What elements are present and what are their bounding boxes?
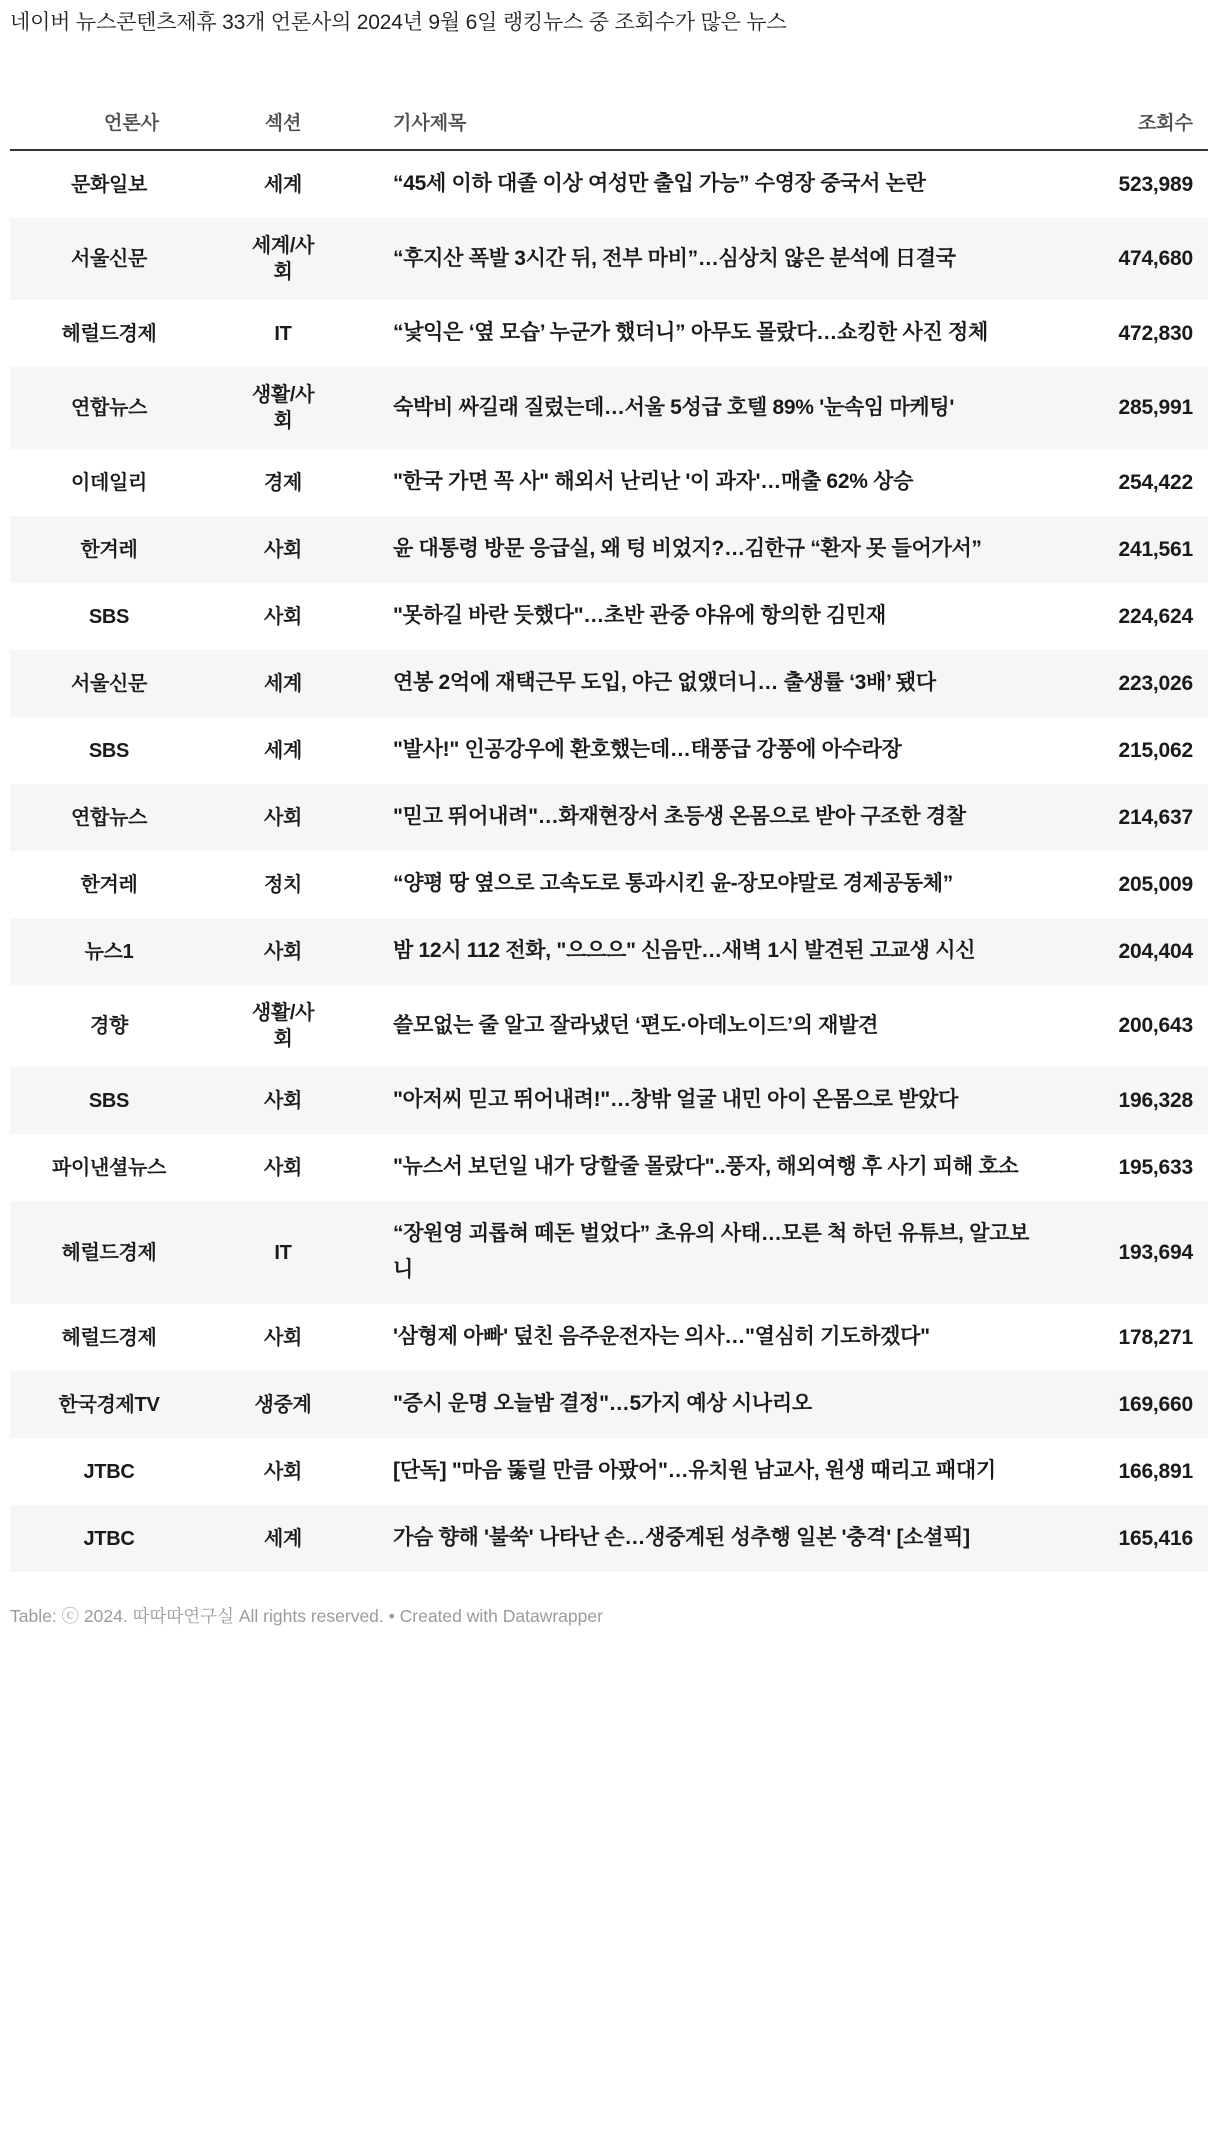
press-cell: 한겨레 xyxy=(80,538,138,561)
headline-cell: "한국 가면 꼭 사" 해외서 난리난 '이 과자'…매출 62% 상승 xyxy=(393,470,914,493)
table-row xyxy=(10,1304,1208,1371)
section-cell: 생활/사회 xyxy=(251,1002,315,1050)
press-cell: 연합뉴스 xyxy=(70,806,148,829)
views-cell: 204,404 xyxy=(1118,939,1193,963)
headline-cell: "믿고 뛰어내려"…화재현장서 초등생 온몸으로 받아 구조한 경찰 xyxy=(393,805,966,828)
table-row xyxy=(10,1134,1208,1201)
table-row xyxy=(10,717,1208,784)
headline-cell: 쓸모없는 줄 알고 잘라냈던 ‘편도·아데노이드’의 재발견 xyxy=(393,1013,879,1037)
column-header-views: 조회수 xyxy=(1048,38,1208,150)
views-cell: 200,643 xyxy=(1118,1014,1193,1037)
headline-cell: "못하길 바란 듯했다"…초반 관중 야유에 항의한 김민재 xyxy=(393,604,886,627)
table-row xyxy=(10,516,1208,583)
section-cell: IT xyxy=(274,322,292,345)
page-title: 네이버 뉴스콘텐츠제휴 33개 언론사의 2024년 9월 6일 랭킹뉴스 중 조회수가 많은 뉴스 xyxy=(10,11,787,34)
headline-cell: "발사!" 인공강우에 환호했는데…태풍급 강풍에 아수라장 xyxy=(393,738,902,761)
press-cell: 문화일보 xyxy=(70,173,148,196)
section-cell: 사회 xyxy=(263,1156,303,1179)
views-cell: 523,989 xyxy=(1118,172,1193,196)
press-cell: 경향 xyxy=(89,1015,129,1037)
press-cell: SBS xyxy=(88,605,130,628)
press-cell: JTBC xyxy=(83,1527,135,1550)
table-row xyxy=(10,1371,1208,1438)
section-cell: 세계 xyxy=(263,672,303,695)
press-cell: SBS xyxy=(88,1089,130,1112)
headline-cell: 숙박비 싸길래 질렀는데…서울 5성급 호텔 89% '눈속임 마케팅' xyxy=(393,395,955,419)
headline-cell: '삼형제 아빠' 덮친 음주운전자는 의사…"열심히 기도하겠다" xyxy=(393,1325,930,1348)
section-cell: 사회 xyxy=(263,1326,303,1349)
column-header-section: 섹션 xyxy=(208,38,358,150)
views-cell: 223,026 xyxy=(1118,671,1193,695)
views-cell: 241,561 xyxy=(1118,537,1193,561)
headline-cell: 밤 12시 112 전화, "으으으" 신음만…새벽 1시 발견된 고교생 시신 xyxy=(393,939,976,962)
column-header-headline: 기사제목 xyxy=(358,38,1048,150)
headline-cell: "아저씨 믿고 뛰어내려!"…창밖 얼굴 내민 아이 온몸으로 받았다 xyxy=(393,1088,959,1111)
press-cell: 헤럴드경제 xyxy=(61,1326,157,1349)
section-cell: 사회 xyxy=(263,538,303,561)
headline-cell: “양평 땅 옆으로 고속도로 통과시킨 윤-장모야말로 경제공동체” xyxy=(393,872,953,895)
section-cell: 세계/사회 xyxy=(251,235,315,283)
table-row xyxy=(10,449,1208,516)
headline-cell: “후지산 폭발 3시간 뒤, 전부 마비”…심상치 않은 분석에 日결국 xyxy=(393,246,956,270)
views-cell: 285,991 xyxy=(1118,396,1193,419)
headline-cell: 가슴 향해 '불쑥' 나타난 손…생중계된 성추행 일본 '충격' [소셜픽] xyxy=(393,1526,970,1549)
headline-cell: "뉴스서 보던일 내가 당할줄 몰랐다"..풍자, 해외여행 후 사기 피해 호소 xyxy=(393,1155,1019,1178)
press-cell: 한겨레 xyxy=(80,873,138,896)
views-cell: 169,660 xyxy=(1118,1392,1193,1416)
table-body xyxy=(10,150,1208,1572)
table-row xyxy=(10,583,1208,650)
press-cell: 서울신문 xyxy=(70,248,148,270)
section-cell: 세계 xyxy=(263,739,303,762)
views-cell: 254,422 xyxy=(1118,470,1193,494)
views-cell: 215,062 xyxy=(1118,738,1193,762)
views-cell: 195,633 xyxy=(1118,1155,1193,1179)
views-cell: 196,328 xyxy=(1118,1088,1193,1112)
section-cell: 생활/사회 xyxy=(251,384,315,432)
press-cell: 한국경제TV xyxy=(58,1393,160,1416)
section-cell: 사회 xyxy=(263,1460,303,1483)
table-row xyxy=(10,367,1208,449)
press-cell: 헤럴드경제 xyxy=(61,1241,157,1264)
section-cell: IT xyxy=(274,1241,292,1264)
views-cell: 224,624 xyxy=(1118,604,1193,628)
section-cell: 경제 xyxy=(263,471,303,494)
section-cell: 사회 xyxy=(263,940,303,963)
table-row xyxy=(10,784,1208,851)
views-cell: 166,891 xyxy=(1118,1459,1193,1483)
table-row xyxy=(10,1201,1208,1304)
table-row xyxy=(10,218,1208,300)
headline-cell: “낯익은 ‘옆 모습’ 누군가 했더니” 아무도 몰랐다…쇼킹한 사진 정체 xyxy=(393,321,988,344)
views-cell: 205,009 xyxy=(1118,872,1193,896)
headline-cell: "증시 운명 오늘밤 결정"…5가지 예상 시나리오 xyxy=(393,1392,812,1415)
headline-cell: 연봉 2억에 재택근무 도입, 야근 없앴더니… 출생률 ‘3배’ 됐다 xyxy=(393,671,936,694)
headline-cell: “장원영 괴롭혀 떼돈 벌었다” 초유의 사태…모른 척 하던 유튜브, 알고보니 xyxy=(393,1222,1030,1281)
views-cell: 193,694 xyxy=(1118,1240,1193,1264)
views-cell: 214,637 xyxy=(1118,805,1193,829)
press-cell: 이데일리 xyxy=(70,471,148,494)
table-row xyxy=(10,1067,1208,1134)
table-row xyxy=(10,851,1208,918)
table-row xyxy=(10,150,1208,218)
section-cell: 세계 xyxy=(263,173,303,196)
section-cell: 사회 xyxy=(263,806,303,829)
headline-cell: [단독] "마음 뚫릴 만큼 아팠어"…유치원 남교사, 원생 때리고 패대기 xyxy=(393,1459,996,1482)
table-row xyxy=(10,985,1208,1067)
table-row xyxy=(10,1438,1208,1505)
table-row xyxy=(10,650,1208,717)
section-cell: 정치 xyxy=(263,873,303,896)
section-cell: 사회 xyxy=(263,605,303,628)
press-cell: 서울신문 xyxy=(70,672,148,695)
press-cell: 뉴스1 xyxy=(84,940,134,963)
table-row xyxy=(10,918,1208,985)
press-cell: 헤럴드경제 xyxy=(61,322,157,345)
ranking-news-table xyxy=(10,38,1208,1572)
table-header xyxy=(10,38,1208,150)
table-row xyxy=(10,300,1208,367)
press-cell: 파이낸셜뉴스 xyxy=(51,1156,167,1179)
press-cell: JTBC xyxy=(83,1460,135,1483)
headline-cell: “45세 이하 대졸 이상 여성만 출입 가능” 수영장 중국서 논란 xyxy=(393,172,926,195)
views-cell: 472,830 xyxy=(1118,321,1193,345)
headline-cell: 윤 대통령 방문 응급실, 왜 텅 비었지?…김한규 “환자 못 들어가서” xyxy=(393,537,982,560)
table-row xyxy=(10,1505,1208,1572)
section-cell: 세계 xyxy=(263,1527,303,1550)
views-cell: 474,680 xyxy=(1118,247,1193,270)
section-cell: 사회 xyxy=(263,1089,303,1112)
views-cell: 178,271 xyxy=(1118,1325,1193,1349)
attribution-footer: Table: ⓒ 2024. 따따따연구실 All rights reserved. • Created with Datawrapper xyxy=(10,1606,603,1626)
views-cell: 165,416 xyxy=(1118,1526,1193,1550)
press-cell: 연합뉴스 xyxy=(70,397,148,419)
section-cell: 생중계 xyxy=(254,1393,312,1416)
column-header-press: 언론사 xyxy=(10,38,208,150)
press-cell: SBS xyxy=(88,739,130,762)
